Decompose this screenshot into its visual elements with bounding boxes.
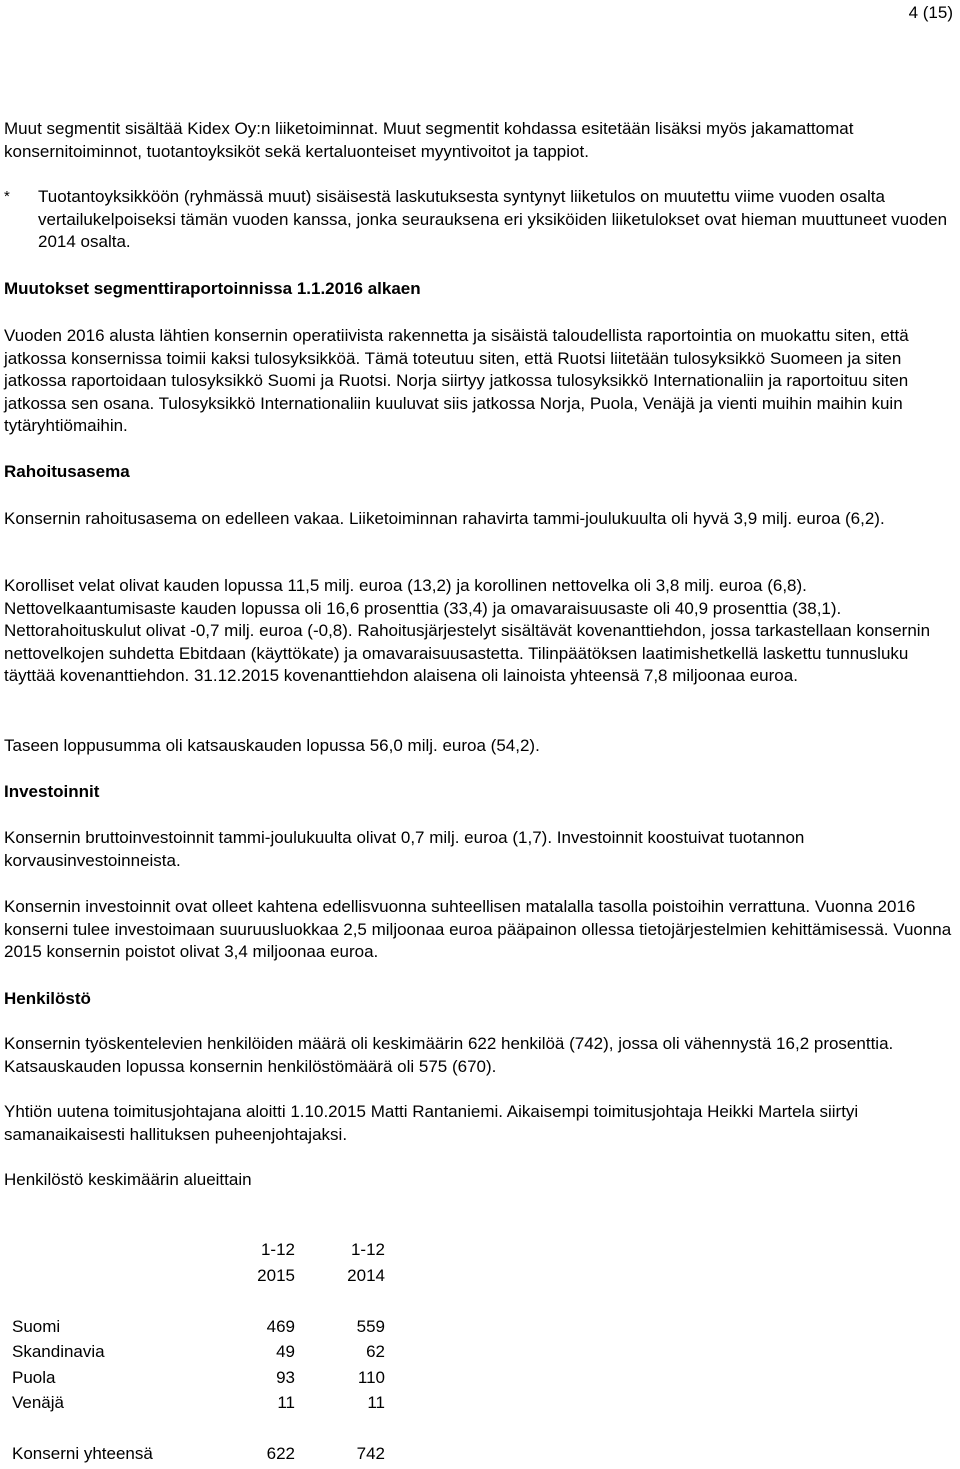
personnel-paragraph-2: Yhtiön uutena toimitusjohtajana aloitti 1.10.2015 Matti Rantaniemi. Aikaisempi toimitusjohtaja Heikki Martela siirtyi samanaikaisesti hallituksen puheenjohtajaksi. (4, 1102, 859, 1144)
investments-heading: Investoinnit (4, 782, 100, 801)
asterisk-bullet-icon: * (4, 188, 10, 205)
column-header-2014-period: 1-12 (350, 1240, 385, 1259)
page-number: 4 (15) (908, 3, 953, 22)
value-2015: 93 (276, 1367, 295, 1387)
segment-changes-heading: Muutokset segmenttiraportoinnissa 1.1.2016 alkaen (4, 279, 421, 298)
table-spacer-row (4, 1418, 385, 1444)
value-2014: 110 (357, 1367, 385, 1387)
bullet-text: Tuotantoyksikköön (ryhmässä muut) sisäisestä laskutuksesta syntynyt liiketulos on muutettu viime vuoden osalta vertailukelpoiseksi tämän vuoden kanssa, jonka seurauksena eri yksiköiden liiketulokset ovat hieman muuttuneet vuoden 2014 osalta. (38, 187, 948, 251)
table-row (4, 1392, 385, 1418)
financing-heading: Rahoitusasema (4, 462, 130, 481)
personnel-paragraph-1: Konsernin työskentelevien henkilöiden määrä oli keskimäärin 622 henkilöä (742), jossa oli vähennystä 16,2 prosenttia. Katsauskauden lopussa konsernin henkilöstömäärä oli 575 (670). (4, 1034, 894, 1076)
total-2015: 622 (266, 1444, 295, 1463)
intro-paragraph: Muut segmentit sisältää Kidex Oy:n liiketoiminnat. Muut segmentit kohdassa esitetään lisäksi myös jakamattomat konsernitoiminnot, tuotantoyksiköt sekä kertaluonteiset myyntivoitot ja tappiot. (4, 119, 854, 161)
table-row (4, 1316, 385, 1342)
table-spacer-row (4, 1290, 385, 1316)
investments-paragraph-2: Konsernin investoinnit ovat olleet kahtena edellisvuonna suhteellisen matalalla tasolla poistoihin verrattuna. Vuonna 2016 konserni tulee investoimaan suuruusluokkaa 2,5 miljoonaa euroa pääpainon ollessa tietojärjestelmien kehittämisessä. Vuonna 2015 konsernin poistot olivat 3,4 miljoonaa euroa. (4, 897, 952, 961)
table-total-row (4, 1443, 385, 1469)
column-header-2015-period: 1-12 (260, 1240, 295, 1259)
total-label: Konserni yhteensä (12, 1444, 153, 1463)
table-row (4, 1341, 385, 1367)
segment-changes-paragraph: Vuoden 2016 alusta lähtien konsernin operatiivista rakennetta ja sisäistä taloudellista raportointia on muokattu siten, että jatkossa konsernissa toimii kaksi tulosyksikköä. Tämä toteutuu siten, että Ruotsi liitetään tulosyksikkö Suomeen ja siten jatkossa raportoidaan tulosyksikkö Suomi ja Ruotsi. Norja siirtyy jatkossa tulosyksikkö Internationaliin ja raportoituu siten jatkossa sen osana. Tulosyksikkö Internationaliin kuuluvat siis jatkossa Norja, Puola, Venäjä ja vienti muihin maihin kuin tytäryhtiömaihin. (4, 326, 909, 435)
table-header-row-2 (4, 1265, 385, 1291)
row-label: Puola (12, 1367, 56, 1387)
table-header-row-1 (4, 1239, 385, 1265)
row-label: Skandinavia (12, 1342, 105, 1361)
row-label: Venäjä (12, 1393, 64, 1412)
personnel-by-region-table (4, 1239, 385, 1469)
total-2014: 742 (356, 1444, 385, 1463)
personnel-heading: Henkilöstö (4, 989, 91, 1008)
financing-paragraph-1: Konsernin rahoitusasema on edelleen vakaa. Liiketoiminnan rahavirta tammi-joulukuulta oli hyvä 3,9 milj. euroa (6,2). (4, 509, 885, 528)
column-header-2014-year: 2014 (347, 1265, 385, 1285)
personnel-table-title: Henkilöstö keskimäärin alueittain (4, 1170, 252, 1189)
table-row (4, 1367, 385, 1393)
investments-paragraph-1: Konsernin bruttoinvestoinnit tammi-joulukuulta olivat 0,7 milj. euroa (1,7). Investoinnit koostuivat tuotannon korvausinvestoinneista. (4, 828, 805, 870)
financing-paragraph-2: Korolliset velat olivat kauden lopussa 11,5 milj. euroa (13,2) ja korollinen nettovelka oli 3,8 milj. euroa (6,8). Nettovelkaantumisaste kauden lopussa oli 16,6 prosenttia (33,4) ja omavaraisuusaste oli 40,9 prosenttia (38,1). Nettorahoituskulut olivat -0,7 milj. euroa (-0,8). Rahoitusjärjestelyt sisältävät kovenanttiehdon, jossa tarkastellaan konsernin nettovelkojen suhdetta Ebitdaan (käyttökate) ja omavaraisuusastetta. Tilinpäätöksen laatimishetkellä laskettu tunnusluku täyttää kovenanttiehdon. 31.12.2015 kovenanttiehdon alaisena oli lainoista yhteensä 7,8 miljoonaa euroa. (4, 576, 931, 685)
value-2014: 559 (356, 1316, 385, 1336)
row-label: Suomi (12, 1316, 61, 1336)
value-2014: 62 (366, 1342, 385, 1361)
value-2015: 469 (266, 1316, 295, 1336)
column-header-2015-year: 2015 (257, 1265, 295, 1285)
value-2014: 11 (367, 1393, 385, 1412)
value-2015: 49 (276, 1342, 295, 1361)
financing-paragraph-3: Taseen loppusumma oli katsauskauden lopussa 56,0 milj. euroa (54,2). (4, 736, 540, 755)
value-2015: 11 (277, 1393, 295, 1412)
bullet-note (4, 186, 952, 254)
